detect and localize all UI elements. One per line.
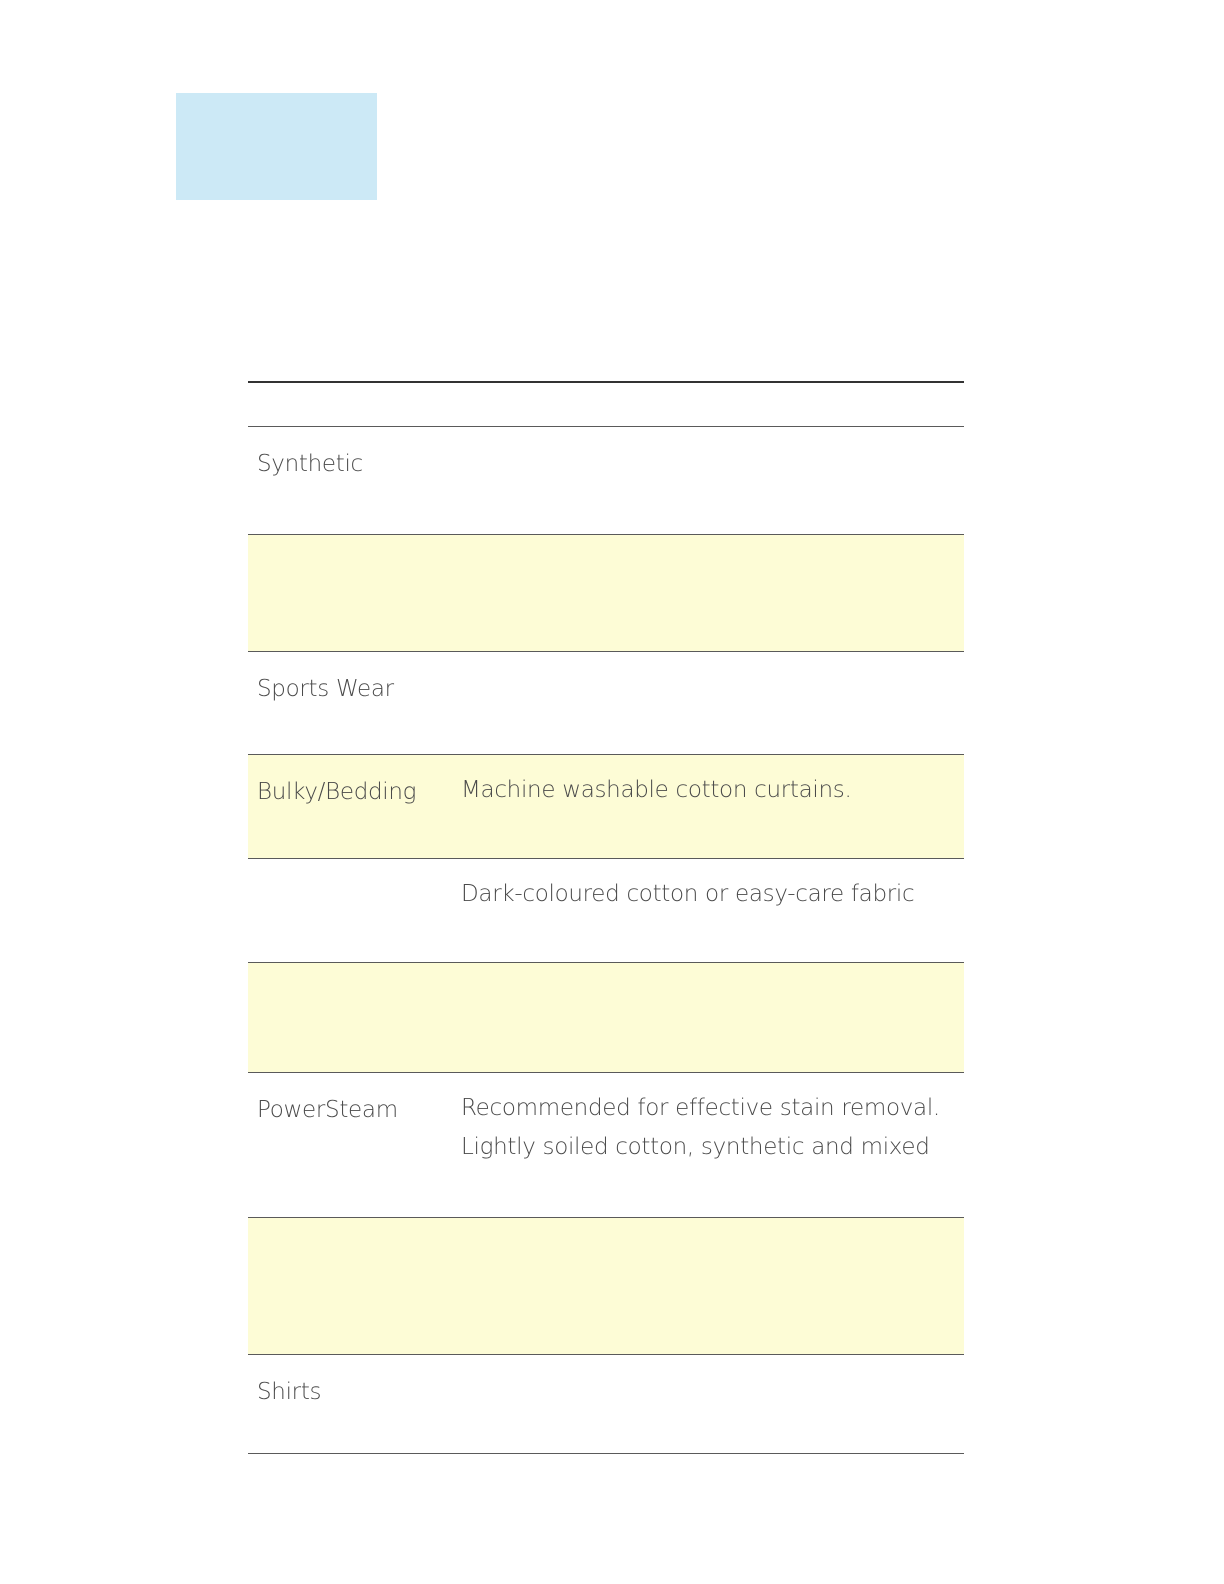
program-description [461,771,851,810]
program-name: PowerSteam [257,1097,398,1123]
table-header-row [248,381,964,426]
table-row-blank-1 [248,534,964,651]
table-row-blank-3 [248,1217,964,1354]
program-table [248,381,964,1454]
description-line: Lightly soiled cotton, synthetic and mixed [461,1134,930,1160]
program-description [461,875,914,914]
description-line: Machine washable cotton curtains. [461,777,852,803]
table-row-dark [248,858,964,962]
table-row-powersteam [248,1072,964,1217]
description-line: Recommended for effective stain removal. [461,1095,940,1121]
table-row-blank-2 [248,962,964,1072]
table-row-bulky-bedding [248,754,964,858]
program-name: Sports Wear [257,676,394,702]
program-description [461,1089,940,1167]
header-color-block [176,93,377,200]
program-name: Synthetic [257,451,363,477]
description-line: Dark-coloured cotton or easy-care fabric [461,881,915,907]
table-row-shirts [248,1354,964,1454]
program-name: Bulky/Bedding [257,779,417,805]
table-row-synthetic [248,426,964,534]
table-row-sports-wear [248,651,964,754]
program-name: Shirts [257,1379,322,1405]
